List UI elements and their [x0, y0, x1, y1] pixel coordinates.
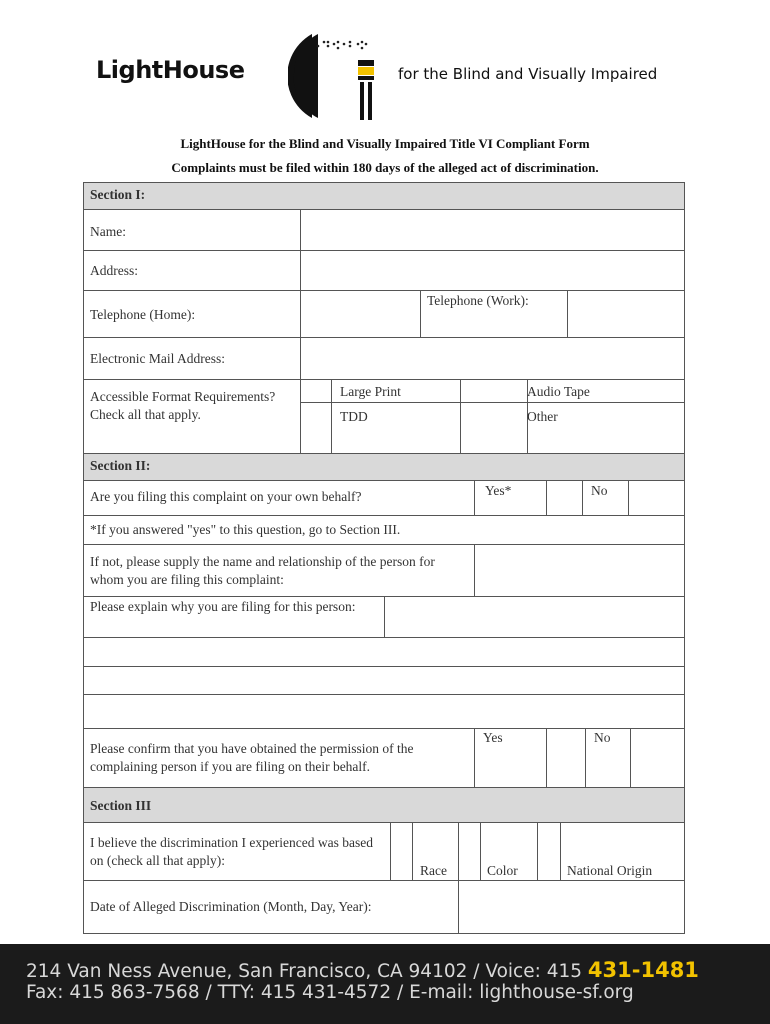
audio-tape-checkbox[interactable]	[460, 379, 528, 403]
telephone-work-label: Telephone (Work):	[420, 290, 567, 337]
complaint-form	[83, 182, 685, 934]
lighthouse-logo-icon	[288, 26, 388, 122]
date-label: Date of Alleged Discrimination (Month, Day, Year):	[90, 899, 372, 914]
explain-question: Please explain why you are filing for this person:	[90, 599, 356, 614]
footer-address: 214 Van Ness Avenue, San Francisco, CA 94102 / Voice: 415	[26, 961, 588, 982]
section-2-heading: Section II:	[84, 453, 684, 481]
address-label: Address:	[90, 263, 138, 278]
confirm-yes-checkbox[interactable]	[546, 728, 586, 787]
brand-tagline: for the Blind and Visually Impaired	[398, 65, 658, 83]
section-1-heading: Section I:	[84, 183, 684, 210]
form-subtitle: Complaints must be filed within 180 days of the alleged act of discrimination.	[171, 160, 599, 175]
confirm-permission-question: Please confirm that you have obtained the permission of the complaining person if you are filing on their behalf.	[90, 741, 414, 774]
explain-field-2[interactable]	[84, 637, 684, 666]
yes-note: *If you answered "yes" to this question, go to Section III.	[90, 522, 401, 537]
own-behalf-no-label: No	[591, 483, 608, 498]
tdd-checkbox[interactable]	[300, 403, 332, 453]
brand-name: LightHouse	[96, 56, 245, 84]
other-checkbox[interactable]	[460, 402, 528, 453]
confirm-yes-label: Yes	[474, 728, 546, 787]
email-field[interactable]	[300, 337, 684, 379]
format-option-audio-tape: Audio Tape	[527, 384, 590, 399]
format-option-tdd: TDD	[340, 409, 368, 424]
name-field[interactable]	[300, 210, 684, 250]
email-label: Electronic Mail Address:	[90, 351, 225, 366]
format-option-other: Other	[527, 409, 558, 424]
form-title: LightHouse for the Blind and Visually Impaired Title VI Compliant Form	[180, 136, 590, 151]
section-3-heading: Section III	[84, 787, 684, 823]
address-field[interactable]	[300, 250, 684, 290]
if-not-field[interactable]	[474, 544, 684, 596]
footer-contact-line: Fax: 415 863-7568 / TTY: 415 431-4572 / E-mail: lighthouse-sf.org	[26, 982, 634, 1003]
basis-option-color: Color	[487, 863, 518, 878]
explain-field-3[interactable]	[84, 666, 684, 694]
confirm-no-checkbox[interactable]	[630, 728, 684, 787]
basis-option-national-origin: National Origin	[567, 863, 653, 878]
explain-field-1[interactable]	[384, 596, 684, 637]
telephone-home-field[interactable]	[300, 290, 420, 337]
national-origin-checkbox[interactable]	[537, 823, 561, 880]
format-option-large-print: Large Print	[340, 384, 401, 399]
color-checkbox[interactable]	[458, 823, 481, 880]
confirm-no-label: No	[594, 730, 611, 745]
date-field[interactable]	[458, 880, 684, 933]
name-label: Name:	[90, 224, 126, 239]
if-not-question: If not, please supply the name and relationship of the person for whom you are filing this complaint:	[90, 554, 435, 587]
format-label: Accessible Format Requirements? Check all that apply.	[90, 389, 276, 422]
telephone-work-field[interactable]	[567, 290, 684, 337]
own-behalf-yes-label: Yes*	[474, 481, 546, 515]
race-checkbox[interactable]	[390, 823, 413, 880]
own-behalf-no-checkbox[interactable]	[628, 481, 684, 515]
own-behalf-yes-checkbox[interactable]	[546, 481, 583, 515]
footer-voice-number: 431-1481	[587, 958, 699, 982]
own-behalf-question: Are you filing this complaint on your own behalf?	[90, 489, 362, 504]
footer-address-line	[26, 958, 699, 982]
explain-field-4[interactable]	[84, 694, 684, 728]
large-print-checkbox[interactable]	[300, 379, 332, 403]
basis-question: I believe the discrimination I experienced was based on (check all that apply):	[90, 835, 374, 868]
basis-option-race: Race	[420, 863, 447, 878]
telephone-home-label: Telephone (Home):	[90, 307, 196, 322]
